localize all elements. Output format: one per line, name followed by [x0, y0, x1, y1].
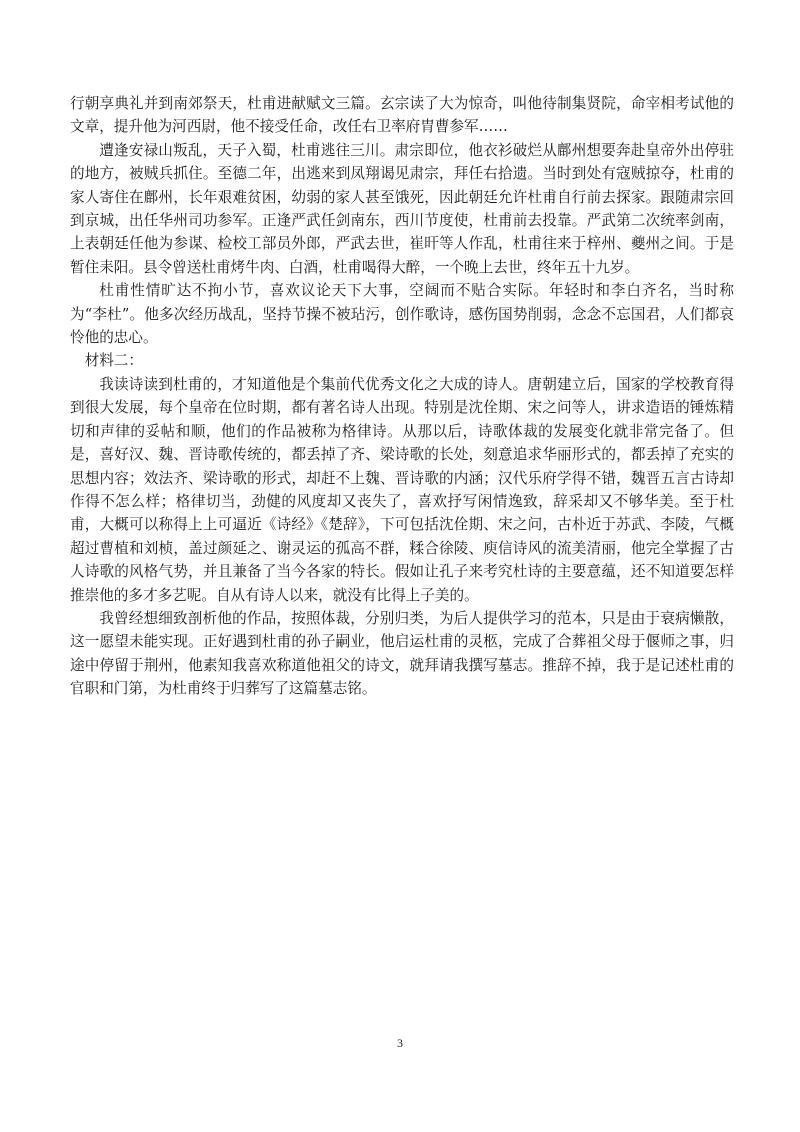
page-number: 3	[397, 1036, 403, 1050]
paragraph-du-fu-character: 杜甫性情旷达不拘小节，喜欢议论天下大事，空阔而不贴合实际。年轻时和李白齐名，当时称为“李杜”。他多次经历战乱，坚持节操不被玷污，创作歌诗，感伤国势削弱，念念不忘国君，人们都哀怜他的忠心。	[70, 282, 734, 347]
paragraph-epitaph-request: 我曾经想细致剖析他的作品，按照体裁，分别归类，为后人提供学习的范本，只是由于衰病懒散，这一愿望未能实现。正好遇到杜甫的孙子嗣业，他启运杜甫的灵柩，完成了合葬祖父母于偃师之事，归途中停留于荆州，他素知我喜欢称道他祖父的诗文，就拜请我撰写墓志。推辞不掉，我于是记述杜甫的官职和门第，为杜甫终于归葬写了这篇墓志铭。	[70, 609, 734, 698]
paragraph-an-lushan-rebellion: 遭逢安禄山叛乱，天子入蜀，杜甫逃往三川。肃宗即位，他衣衫破烂从鄜州想要奔赴皇帝外出停驻的地方，被贼兵抓住。至德二年，出逃来到凤翔谒见肃宗，拜任右拾遗。当时到处有寇贼掠夺，杜甫的家人寄住在鄜州，长年艰难贫困，幼弱的家人甚至饿死，因此朝廷允许杜甫自行前去探家。跟随肃宗回到京城，出任华州司功参军。正逢严武任剑南东，西川节度使，杜甫前去投靠。严武第二次统率剑南，上表朝廷任他为参谋、检校工部员外郎，严武去世，崔旰等人作乱，杜甫往来于梓州、夔州之间。于是暂住耒阳。县令曾送杜甫烤牛肉、白酒，杜甫喝得大醉，一个晚上去世，终年五十九岁。	[70, 141, 734, 276]
document-body	[70, 92, 734, 701]
paragraph-continued: 行朝享典礼并到南郊祭天，杜甫进献赋文三篇。玄宗读了大为惊奇，叫他待制集贤院，命宰相考试他的文章，提升他为河西尉，他不接受任命，改任右卫率府胄曹参军……	[70, 95, 734, 136]
section-heading-material-two: 材料二：	[84, 352, 143, 370]
paragraph-reading-du-fu: 我读诗读到杜甫的，才知道他是个集前代优秀文化之大成的诗人。唐朝建立后，国家的学校教育得到很大发展，每个皇帝在位时期，都有著名诗人出现。特别是沈佺期、宋之问等人，讲求造语的锤炼精切和声律的妥帖和顺，他们的作品被称为格律诗。从那以后，诗歌体裁的发展变化就非常完备了。但是，喜好汉、魏、晋诗歌传统的，都丢掉了齐、梁诗歌的长处，刻意追求华丽形式的，都丢掉了充实的思想内容；效法齐、梁诗歌的形式，却赶不上魏、晋诗歌的内涵；汉代乐府学得不错，魏晋五言古诗却作得不怎么样；格律切当，劲健的风度却又丧失了，喜欢抒写闲情逸致，辞采却又不够华美。至于杜甫，大概可以称得上上可逼近《诗经》《楚辞》，下可包括沈佺期、宋之问，古朴近于苏武、李陵，气概超过曹植和刘桢，盖过颜延之、谢灵运的孤高不群，糅合徐陵、庾信诗风的流美清丽，他完全掌握了古人诗歌的风格气势，并且兼备了当今各家的特长。假如让孔子来考究杜诗的主要意蕴，还不知道要怎样推崇他的多才多艺呢。自从有诗人以来，就没有比得上子美的。	[70, 375, 734, 604]
